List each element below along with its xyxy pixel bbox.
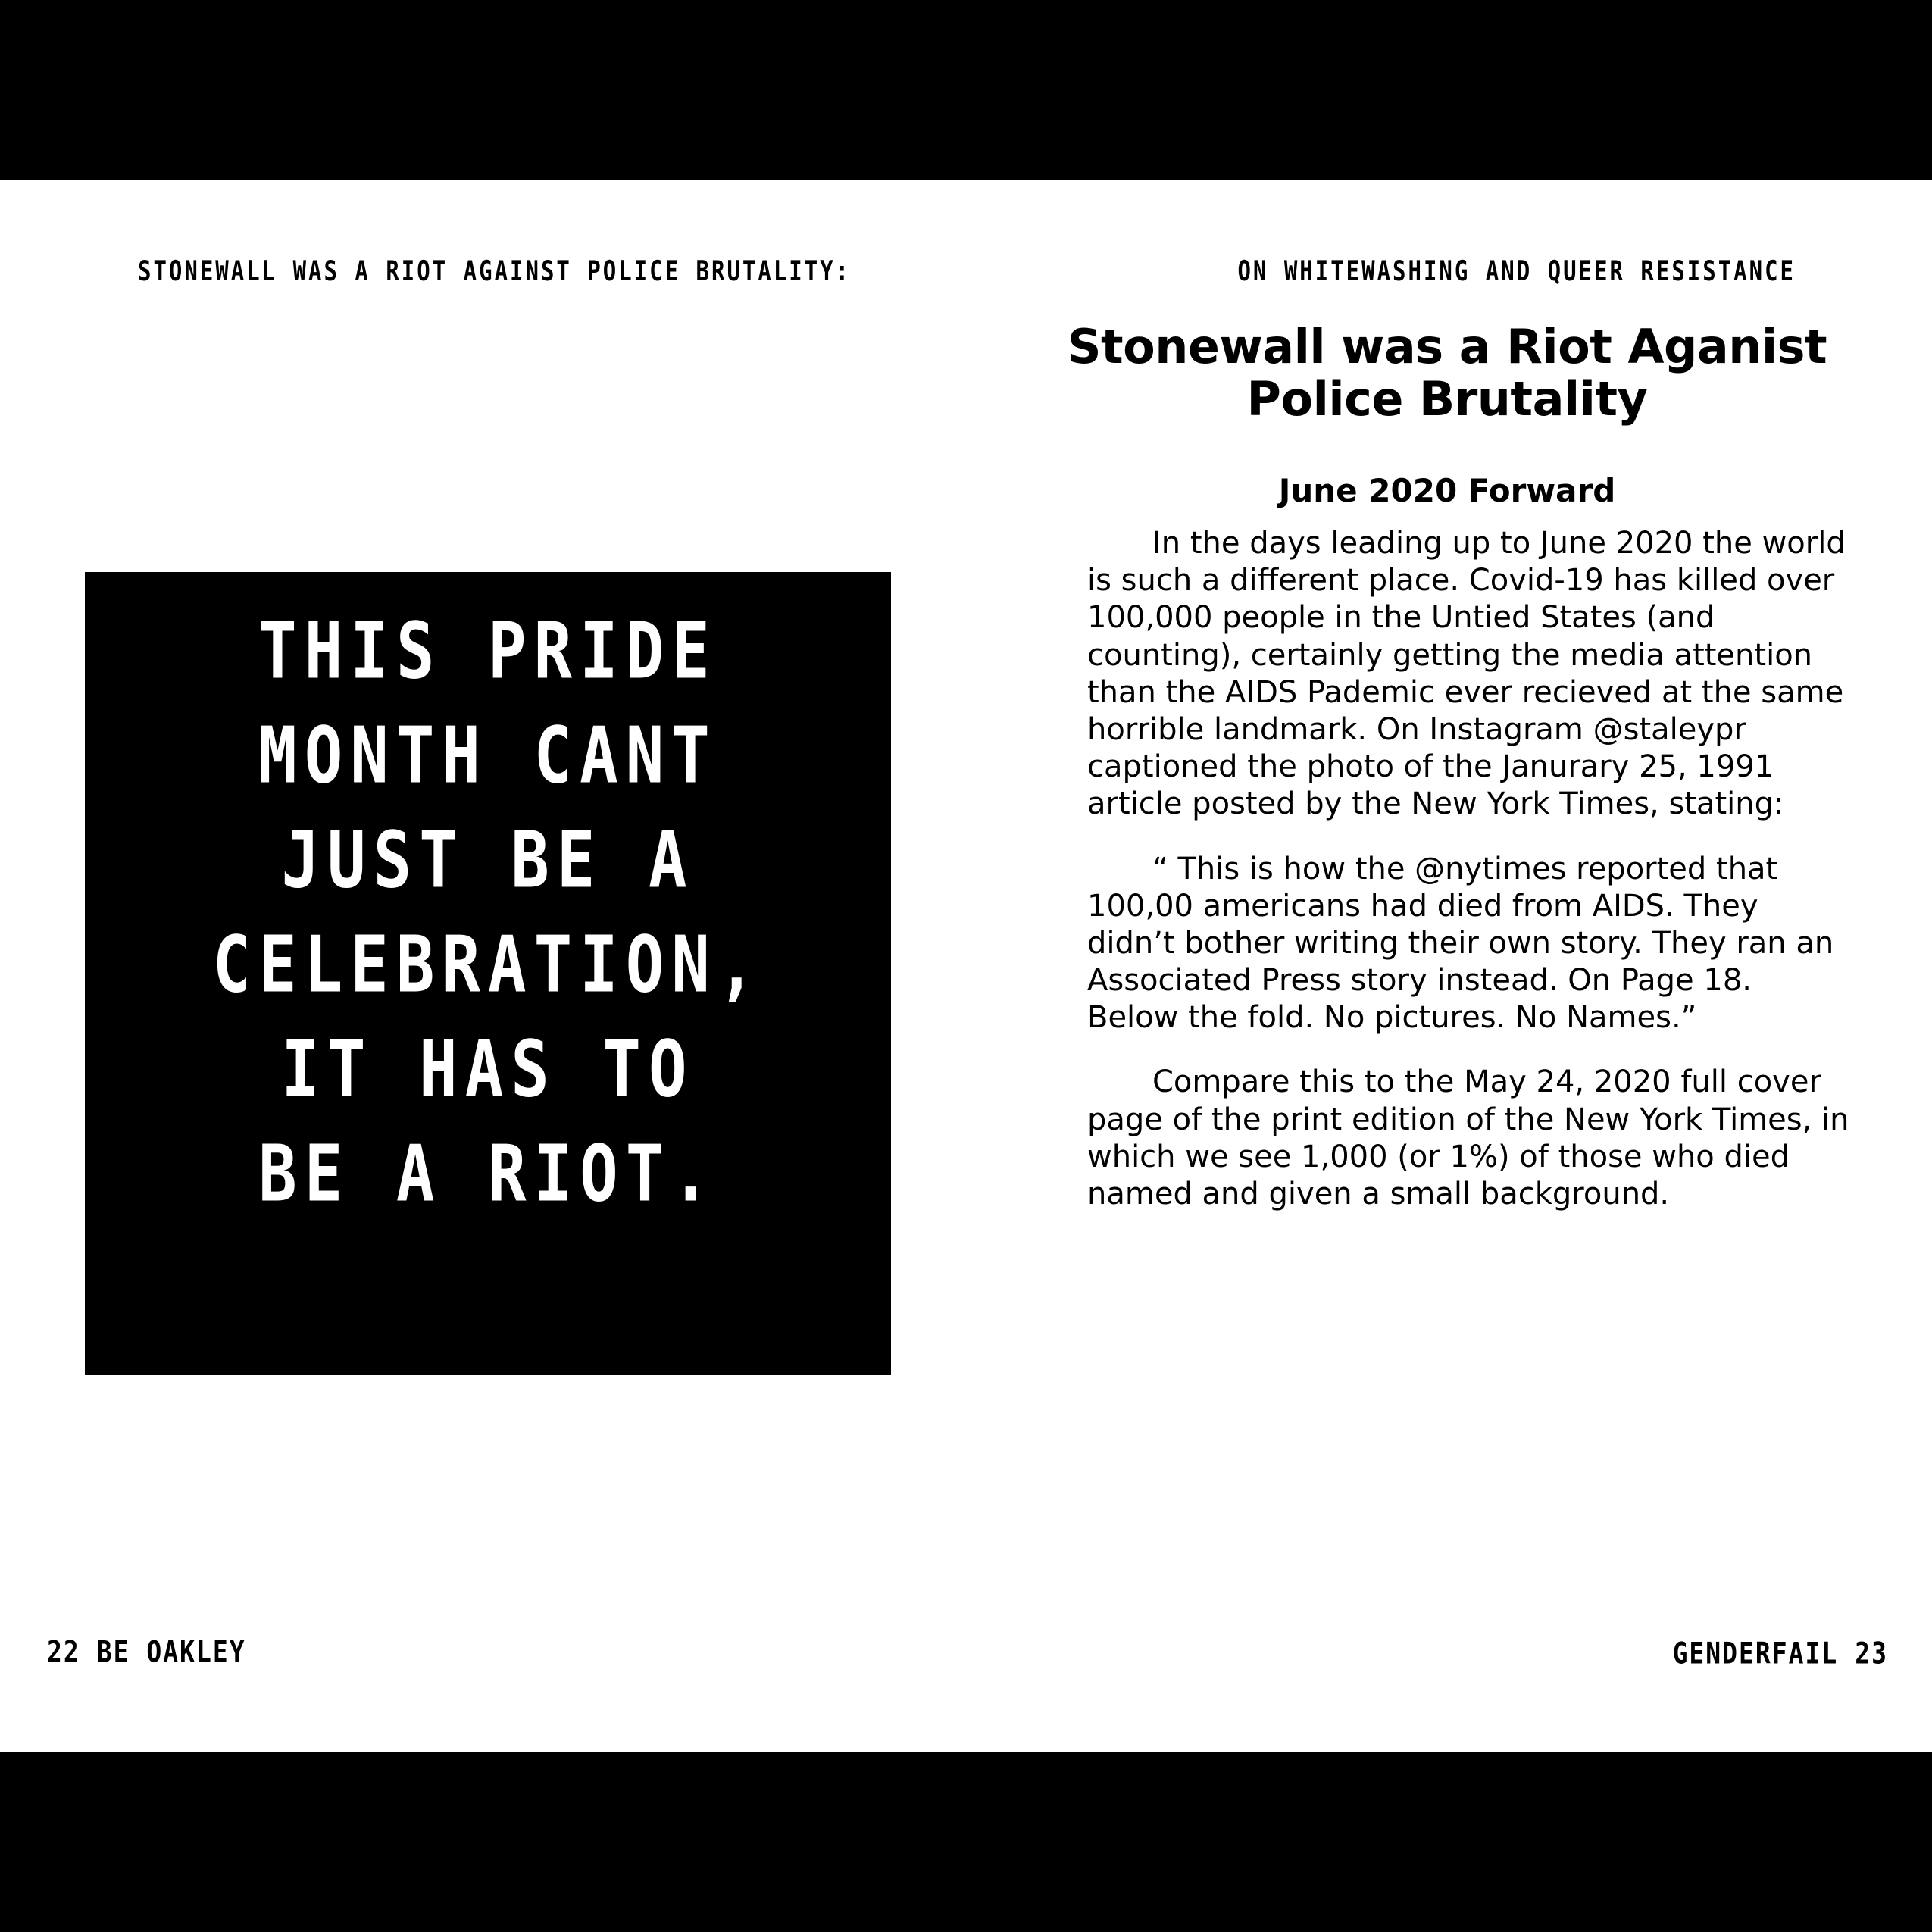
right-page xyxy=(966,180,1932,1752)
folio-left xyxy=(47,1633,246,1669)
artwork-line: THIS PRIDE xyxy=(258,605,717,696)
artwork-line: IT HAS TO xyxy=(281,1024,695,1114)
article-subtitle: June 2020 Forward xyxy=(1278,472,1616,509)
folio-right xyxy=(1673,1635,1888,1671)
page-number-left: 22 xyxy=(47,1633,80,1669)
article-title: Stonewall was a Riot Aganist Police Brutality xyxy=(1067,319,1827,427)
page-number-right: 23 xyxy=(1855,1635,1888,1671)
article-body xyxy=(1087,525,1851,1240)
body-paragraph: In the days leading up to June 2020 the world is such a different place. Covid-19 has killed over 100,000 people in the Untied States (and counting), certainly getting the media attention than the AIDS Pademic ever recieved at the same horrible landmark. On Instagram @staleypr captioned the photo of the Janurary 25, 1991 article posted by the New York Times, stating: xyxy=(1087,526,1846,822)
left-page xyxy=(0,180,966,1752)
body-paragraph: “ This is how the @nytimes reported that 100,00 americans had died from AIDS. They didn’t bother writing their own story. They ran an Associated Press story instead. On Page 18. Below the fold. No pictures. No Names.” xyxy=(1087,851,1834,1036)
artwork-line: MONTH CANT xyxy=(258,710,717,801)
running-head-right: ON WHITEWASHING AND QUEER RESISTANCE xyxy=(1237,255,1796,287)
body-paragraph: Compare this to the May 24, 2020 full cover page of the print edition of the New York Times, in which we see 1,000 (or 1%) of those who died named and given a small background. xyxy=(1087,1064,1849,1211)
running-head-left: STONEWALL WAS A RIOT AGAINST POLICE BRUTALITY: xyxy=(138,255,852,287)
artwork-line: BE A RIOT. xyxy=(258,1128,717,1219)
imprint-name: GENDERFAIL xyxy=(1672,1635,1839,1671)
artwork-line: CELEBRATION, xyxy=(212,919,764,1010)
artwork-text-block xyxy=(85,605,891,1219)
artwork-poster xyxy=(85,572,891,1375)
artwork-line: JUST BE A xyxy=(281,814,695,905)
author-credit: BE OAKLEY xyxy=(96,1633,246,1669)
book-spread xyxy=(0,180,1932,1752)
